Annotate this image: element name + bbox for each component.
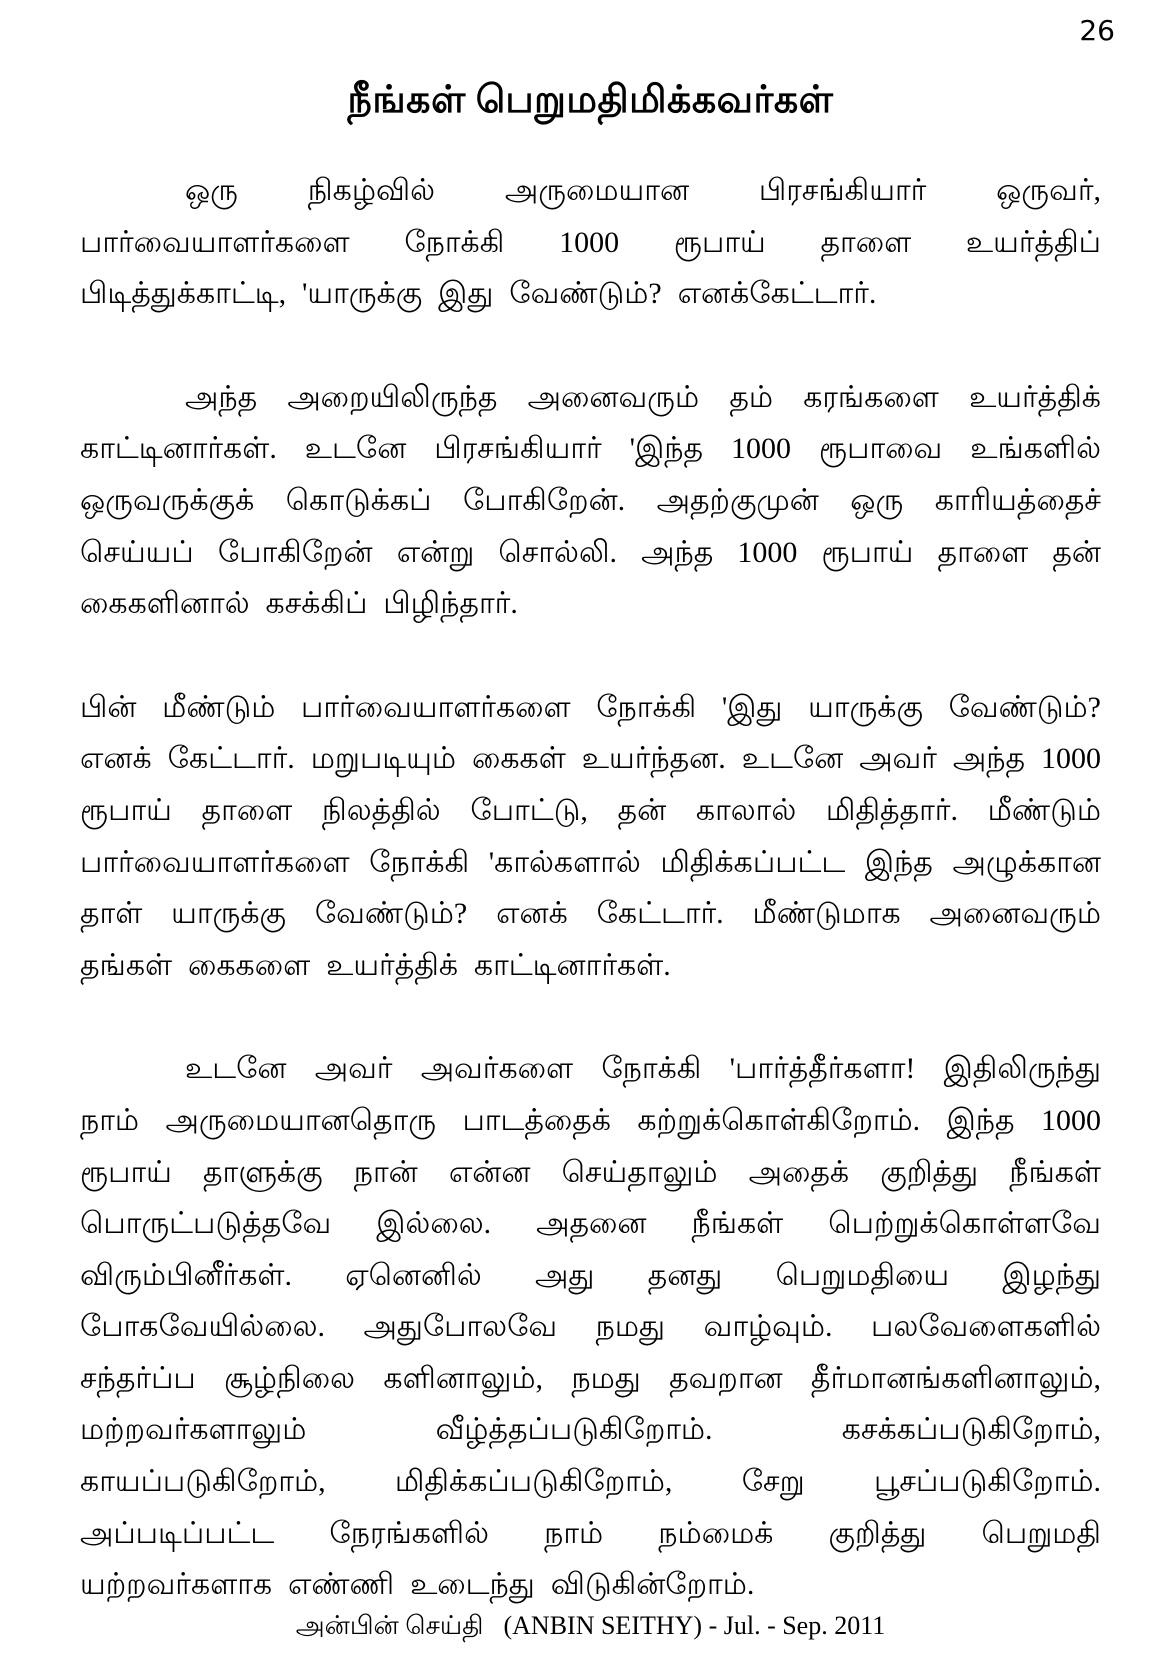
paragraph-1: ஒரு நிகழ்வில் அருமையான பிரசங்கியார் ஒருவர், பார்வையாளர்களை நோக்கி 1000 ரூபாய் தாளை உயர்த்திப் பிடித்துக்காட்டி, 'யாருக்கு இது வேண்டும்? எனக்கேட்டார். — [80, 174, 1101, 311]
page-number: 26 — [1079, 14, 1115, 47]
paragraph-4: உடனே அவர் அவர்களை நோக்கி 'பார்த்தீர்களா! இதிலிருந்து நாம் அருமையானதொரு பாடத்தைக் கற்றுக்கொள்கிறோம். இந்த 1000 ரூபாய் தாளுக்கு நான் என்ன செய்தாலும் அதைக் குறித்து நீங்கள் பொருட்படுத்தவே இல்லை. அதனை நீங்கள் பெற்றுக்கொள்ளவே விரும்பினீர்கள். ஏனெனில் அது தனது பெறுமதியை இழந்து போகவேயில்லை. அதுபோலவே நமது வாழ்வும். பலவேளைகளில் சந்தர்ப்ப சூழ்நிலை களினாலும், நமது தவறான தீர்மானங்களினாலும், மற்றவர்களாலும் வீழ்த்தப்படுகிறோம். கசக்கப்படுகிறோம், காயப்படுகிறோம், மிதிக்கப்படுகிறோம், சேறு பூசப்படுகிறோம். அப்படிப்பட்ட நேரங்களில் நாம் நம்மைக் குறித்து பெறுமதி யற்றவர்களாக எண்ணி உடைந்து விடுகின்றோம். — [80, 1052, 1101, 1602]
body-text — [80, 165, 1101, 1611]
paragraph-2: அந்த அறையிலிருந்த அனைவரும் தம் கரங்களை உயர்த்திக் காட்டினார்கள். உடனே பிரசங்கியார் 'இந்த 1000 ரூபாவை உங்களில் ஒருவருக்குக் கொடுக்கப் போகிறேன். அதற்குமுன் ஒரு காரியத்தைச் செய்யப் போகிறேன் என்று சொல்லி. அந்த 1000 ரூபாய் தாளை தன் கைகளினால் கசக்கிப் பிழிந்தார். — [80, 380, 1101, 621]
page-footer — [80, 1611, 1101, 1650]
paragraph-3: பின் மீண்டும் பார்வையாளர்களை நோக்கி 'இது யாருக்கு வேண்டும்? எனக் கேட்டார். மறுபடியும் கைகள் உயர்ந்தன. உடனே அவர் அந்த 1000 ரூபாய் தாளை நிலத்தில் போட்டு, தன் காலால் மிதித்தார். மீண்டும் பார்வையாளர்களை நோக்கி 'கால்களால் மிதிக்கப்பட்ட இந்த அழுக்கான தாள் யாருக்கு வேண்டும்? எனக் கேட்டார். மீண்டுமாக அனைவரும் தங்கள் கைகளை உயர்த்திக் காட்டினார்கள். — [80, 690, 1101, 982]
footer-issue-label: (ANBIN SEITHY) - Jul. - Sep. 2011 — [503, 1610, 886, 1640]
page-title: நீங்கள் பெறுமதிமிக்கவர்கள் — [347, 79, 834, 121]
footer-magazine-name: அன்பின் செய்தி — [295, 1610, 484, 1640]
